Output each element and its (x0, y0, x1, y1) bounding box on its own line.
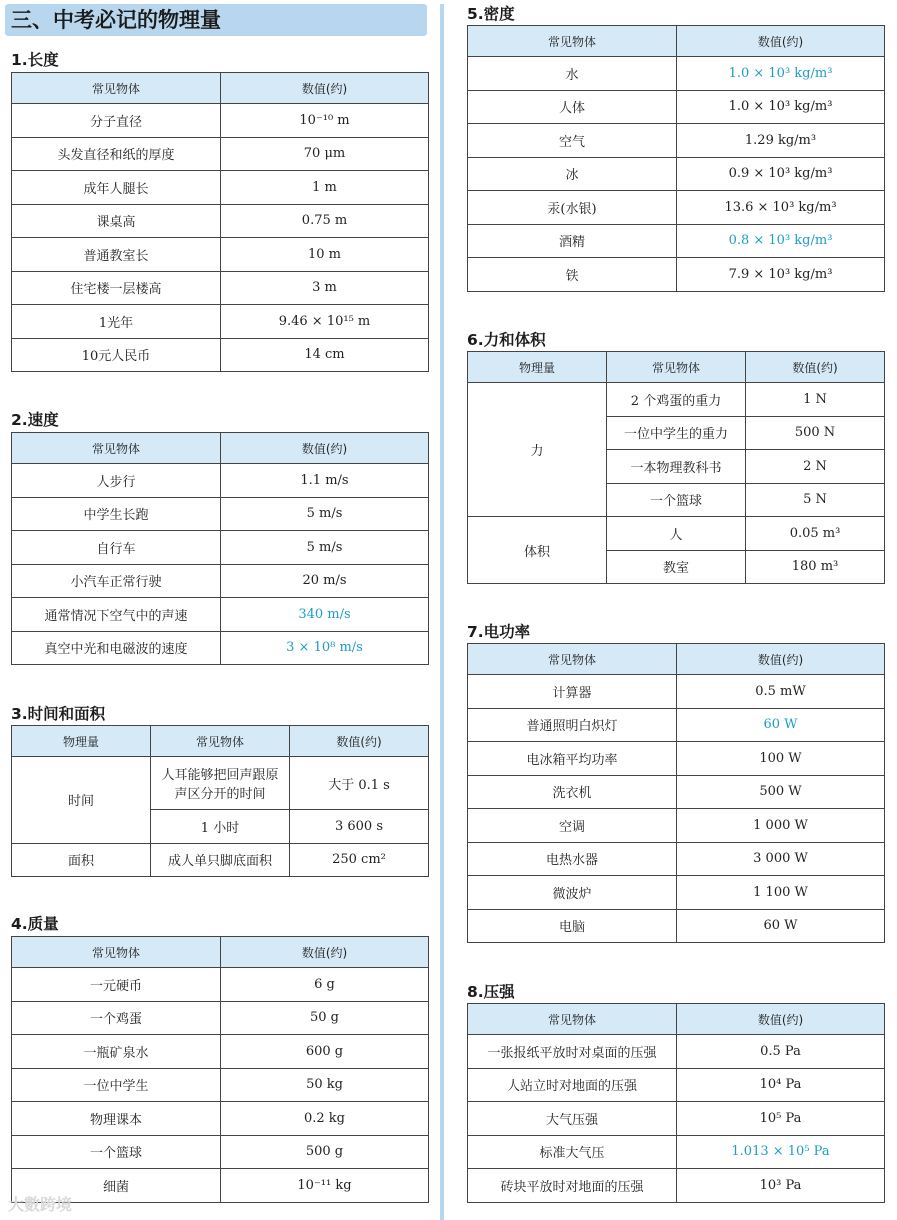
value-cell: 500 N (746, 416, 885, 450)
value-cell: 10³ Pa (677, 1169, 885, 1203)
table-row (468, 1068, 885, 1102)
header-object: 常见物体 (12, 937, 221, 968)
header-value: 数值(约) (677, 1004, 885, 1035)
value-cell: 0.5 mW (677, 675, 885, 709)
object-cell: 洗衣机 (468, 775, 677, 809)
value-cell: 2 N (746, 450, 885, 484)
table-row (468, 809, 885, 843)
value-cell: 1.1 m/s (221, 464, 429, 498)
table-row (12, 238, 429, 272)
header-value: 数值(约) (221, 937, 429, 968)
header-object: 常见物体 (12, 73, 221, 104)
object-cell: 通常情况下空气中的声速 (12, 598, 221, 632)
table-header-row (468, 644, 885, 675)
object-cell: 人耳能够把回声跟原声区分开的时间 (151, 757, 290, 810)
table-row (12, 271, 429, 305)
header-value: 数值(约) (677, 644, 885, 675)
value-cell: 0.75 m (221, 204, 429, 238)
value-cell: 0.05 m³ (746, 517, 885, 551)
object-cell: 空气 (468, 124, 677, 158)
object-cell: 一张报纸平放时对桌面的压强 (468, 1035, 677, 1069)
section-title-speed: 2.速度 (11, 411, 59, 429)
quantity-cell-area: 面积 (12, 843, 151, 877)
value-cell: 0.8 × 10³ kg/m³ (677, 224, 885, 258)
value-cell: 250 cm² (290, 843, 429, 877)
header-object: 常见物体 (468, 644, 677, 675)
table-row (468, 1035, 885, 1069)
value-cell: 1.29 kg/m³ (677, 124, 885, 158)
table-row (468, 1169, 885, 1203)
mass-table (11, 936, 429, 1203)
object-cell: 自行车 (12, 531, 221, 565)
object-cell: 一个鸡蛋 (12, 1001, 221, 1035)
object-cell: 成年人腿长 (12, 171, 221, 205)
value-cell: 1 100 W (677, 876, 885, 910)
table-header-row (12, 726, 429, 757)
table-row (12, 1001, 429, 1035)
table-header-row (468, 352, 885, 383)
table-row (468, 383, 885, 417)
object-cell: 成人单只脚底面积 (151, 843, 290, 877)
value-cell: 3 000 W (677, 842, 885, 876)
table-row (12, 598, 429, 632)
section-title-time-area: 3.时间和面积 (11, 705, 106, 723)
header-value: 数值(约) (677, 26, 885, 57)
object-cell: 一个篮球 (607, 483, 746, 517)
table-row (468, 57, 885, 91)
table-row (468, 775, 885, 809)
table-row (468, 708, 885, 742)
value-cell: 100 W (677, 742, 885, 776)
object-cell: 小汽车正常行驶 (12, 564, 221, 598)
value-cell: 600 g (221, 1035, 429, 1069)
table-row (468, 517, 885, 551)
object-cell: 砖块平放时对地面的压强 (468, 1169, 677, 1203)
header-value: 数值(约) (746, 352, 885, 383)
header-object: 常见物体 (151, 726, 290, 757)
value-cell: 5 m/s (221, 497, 429, 531)
object-cell: 一瓶矿泉水 (12, 1035, 221, 1069)
watermark: 大數跨境 (8, 1195, 73, 1214)
value-cell: 60 W (677, 708, 885, 742)
object-cell: 一位中学生 (12, 1068, 221, 1102)
table-row (468, 124, 885, 158)
value-cell: 1 N (746, 383, 885, 417)
table-header-row (12, 433, 429, 464)
object-cell: 人步行 (12, 464, 221, 498)
object-cell: 一个篮球 (12, 1135, 221, 1169)
table-row (12, 1102, 429, 1136)
object-cell: 分子直径 (12, 104, 221, 138)
column-divider (440, 4, 444, 1220)
quantity-cell-volume: 体积 (468, 517, 607, 584)
table-row (468, 876, 885, 910)
header-quantity: 物理量 (468, 352, 607, 383)
table-row (12, 564, 429, 598)
value-cell: 10 m (221, 238, 429, 272)
table-row (468, 191, 885, 225)
value-cell: 500 W (677, 775, 885, 809)
table-row (468, 90, 885, 124)
header-value: 数值(约) (290, 726, 429, 757)
table-row (12, 137, 429, 171)
value-cell: 0.5 Pa (677, 1035, 885, 1069)
value-cell: 1.0 × 10³ kg/m³ (677, 57, 885, 91)
table-row (12, 171, 429, 205)
value-cell: 1 000 W (677, 809, 885, 843)
value-cell: 5 m/s (221, 531, 429, 565)
object-cell: 人 (607, 517, 746, 551)
table-row (468, 842, 885, 876)
value-cell: 50 g (221, 1001, 429, 1035)
object-cell: 酒精 (468, 224, 677, 258)
section-title-mass: 4.质量 (11, 915, 59, 933)
header-object: 常见物体 (468, 1004, 677, 1035)
table-row (12, 757, 429, 810)
power-table (467, 643, 885, 943)
object-cell: 铁 (468, 258, 677, 292)
table-row (12, 968, 429, 1002)
header-value: 数值(约) (221, 73, 429, 104)
object-cell: 10元人民币 (12, 338, 221, 372)
section-title-force-volume: 6.力和体积 (467, 331, 546, 349)
table-header-row (12, 937, 429, 968)
object-cell: 普通教室长 (12, 238, 221, 272)
value-cell: 50 kg (221, 1068, 429, 1102)
object-cell: 住宅楼一层楼高 (12, 271, 221, 305)
table-row (12, 1135, 429, 1169)
value-cell: 6 g (221, 968, 429, 1002)
value-cell: 1.013 × 10⁵ Pa (677, 1135, 885, 1169)
quantity-cell-force: 力 (468, 383, 607, 517)
table-row (12, 497, 429, 531)
value-cell: 7.9 × 10³ kg/m³ (677, 258, 885, 292)
value-cell: 340 m/s (221, 598, 429, 632)
header-quantity: 物理量 (12, 726, 151, 757)
value-cell: 3 600 s (290, 810, 429, 844)
table-row (468, 909, 885, 943)
table-row (468, 1135, 885, 1169)
table-row (468, 258, 885, 292)
table-row (12, 1068, 429, 1102)
object-cell: 物理课本 (12, 1102, 221, 1136)
object-cell: 大气压强 (468, 1102, 677, 1136)
table-row (12, 631, 429, 665)
table-row (468, 1102, 885, 1136)
value-cell: 10⁻¹¹ kg (221, 1169, 429, 1203)
value-cell: 5 N (746, 483, 885, 517)
object-cell: 课桌高 (12, 204, 221, 238)
header-object: 常见物体 (468, 26, 677, 57)
object-cell: 1光年 (12, 305, 221, 339)
object-cell: 一位中学生的重力 (607, 416, 746, 450)
value-cell: 0.9 × 10³ kg/m³ (677, 157, 885, 191)
value-cell: 14 cm (221, 338, 429, 372)
table-row (468, 157, 885, 191)
object-cell: 冰 (468, 157, 677, 191)
object-cell: 1 小时 (151, 810, 290, 844)
value-cell: 大于 0.1 s (290, 757, 429, 810)
table-row (12, 1169, 429, 1203)
object-cell: 汞(水银) (468, 191, 677, 225)
value-cell: 10⁵ Pa (677, 1102, 885, 1136)
table-row (12, 843, 429, 877)
time-area-table (11, 725, 429, 877)
value-cell: 9.46 × 10¹⁵ m (221, 305, 429, 339)
object-cell: 真空中光和电磁波的速度 (12, 631, 221, 665)
value-cell: 1.0 × 10³ kg/m³ (677, 90, 885, 124)
table-row (468, 675, 885, 709)
value-cell: 70 μm (221, 137, 429, 171)
value-cell: 180 m³ (746, 550, 885, 584)
value-cell: 1 m (221, 171, 429, 205)
length-table (11, 72, 429, 372)
object-cell: 细菌 (12, 1169, 221, 1203)
object-cell: 教室 (607, 550, 746, 584)
table-row (468, 742, 885, 776)
table-row (12, 464, 429, 498)
header-object: 常见物体 (607, 352, 746, 383)
speed-table (11, 432, 429, 665)
object-cell: 普通照明白炽灯 (468, 708, 677, 742)
object-cell: 头发直径和纸的厚度 (12, 137, 221, 171)
object-cell: 中学生长跑 (12, 497, 221, 531)
page-title: 三、中考必记的物理量 (5, 4, 427, 36)
object-cell: 人站立时对地面的压强 (468, 1068, 677, 1102)
object-cell: 水 (468, 57, 677, 91)
object-cell: 计算器 (468, 675, 677, 709)
section-title-power: 7.电功率 (467, 623, 531, 641)
value-cell: 20 m/s (221, 564, 429, 598)
quantity-cell-time: 时间 (12, 757, 151, 844)
object-cell: 一本物理教科书 (607, 450, 746, 484)
object-cell: 电热水器 (468, 842, 677, 876)
table-row (12, 104, 429, 138)
force-volume-table (467, 351, 885, 584)
value-cell: 0.2 kg (221, 1102, 429, 1136)
header-object: 常见物体 (12, 433, 221, 464)
pressure-table (467, 1003, 885, 1203)
table-header-row (468, 26, 885, 57)
object-cell: 2 个鸡蛋的重力 (607, 383, 746, 417)
object-cell: 一元硬币 (12, 968, 221, 1002)
value-cell: 500 g (221, 1135, 429, 1169)
value-cell: 3 × 10⁸ m/s (221, 631, 429, 665)
object-cell: 空调 (468, 809, 677, 843)
table-row (468, 224, 885, 258)
table-row (12, 1035, 429, 1069)
value-cell: 10⁴ Pa (677, 1068, 885, 1102)
object-cell: 微波炉 (468, 876, 677, 910)
object-cell: 人体 (468, 90, 677, 124)
section-title-length: 1.长度 (11, 51, 59, 69)
object-cell: 标准大气压 (468, 1135, 677, 1169)
value-cell: 10⁻¹⁰ m (221, 104, 429, 138)
section-title-pressure: 8.压强 (467, 983, 515, 1001)
section-title-density: 5.密度 (467, 5, 515, 23)
table-row (12, 338, 429, 372)
table-header-row (468, 1004, 885, 1035)
value-cell: 13.6 × 10³ kg/m³ (677, 191, 885, 225)
table-row (12, 531, 429, 565)
header-value: 数值(约) (221, 433, 429, 464)
table-row (12, 204, 429, 238)
object-cell: 电冰箱平均功率 (468, 742, 677, 776)
value-cell: 60 W (677, 909, 885, 943)
value-cell: 3 m (221, 271, 429, 305)
density-table (467, 25, 885, 292)
table-header-row (12, 73, 429, 104)
table-row (12, 305, 429, 339)
object-cell: 电脑 (468, 909, 677, 943)
